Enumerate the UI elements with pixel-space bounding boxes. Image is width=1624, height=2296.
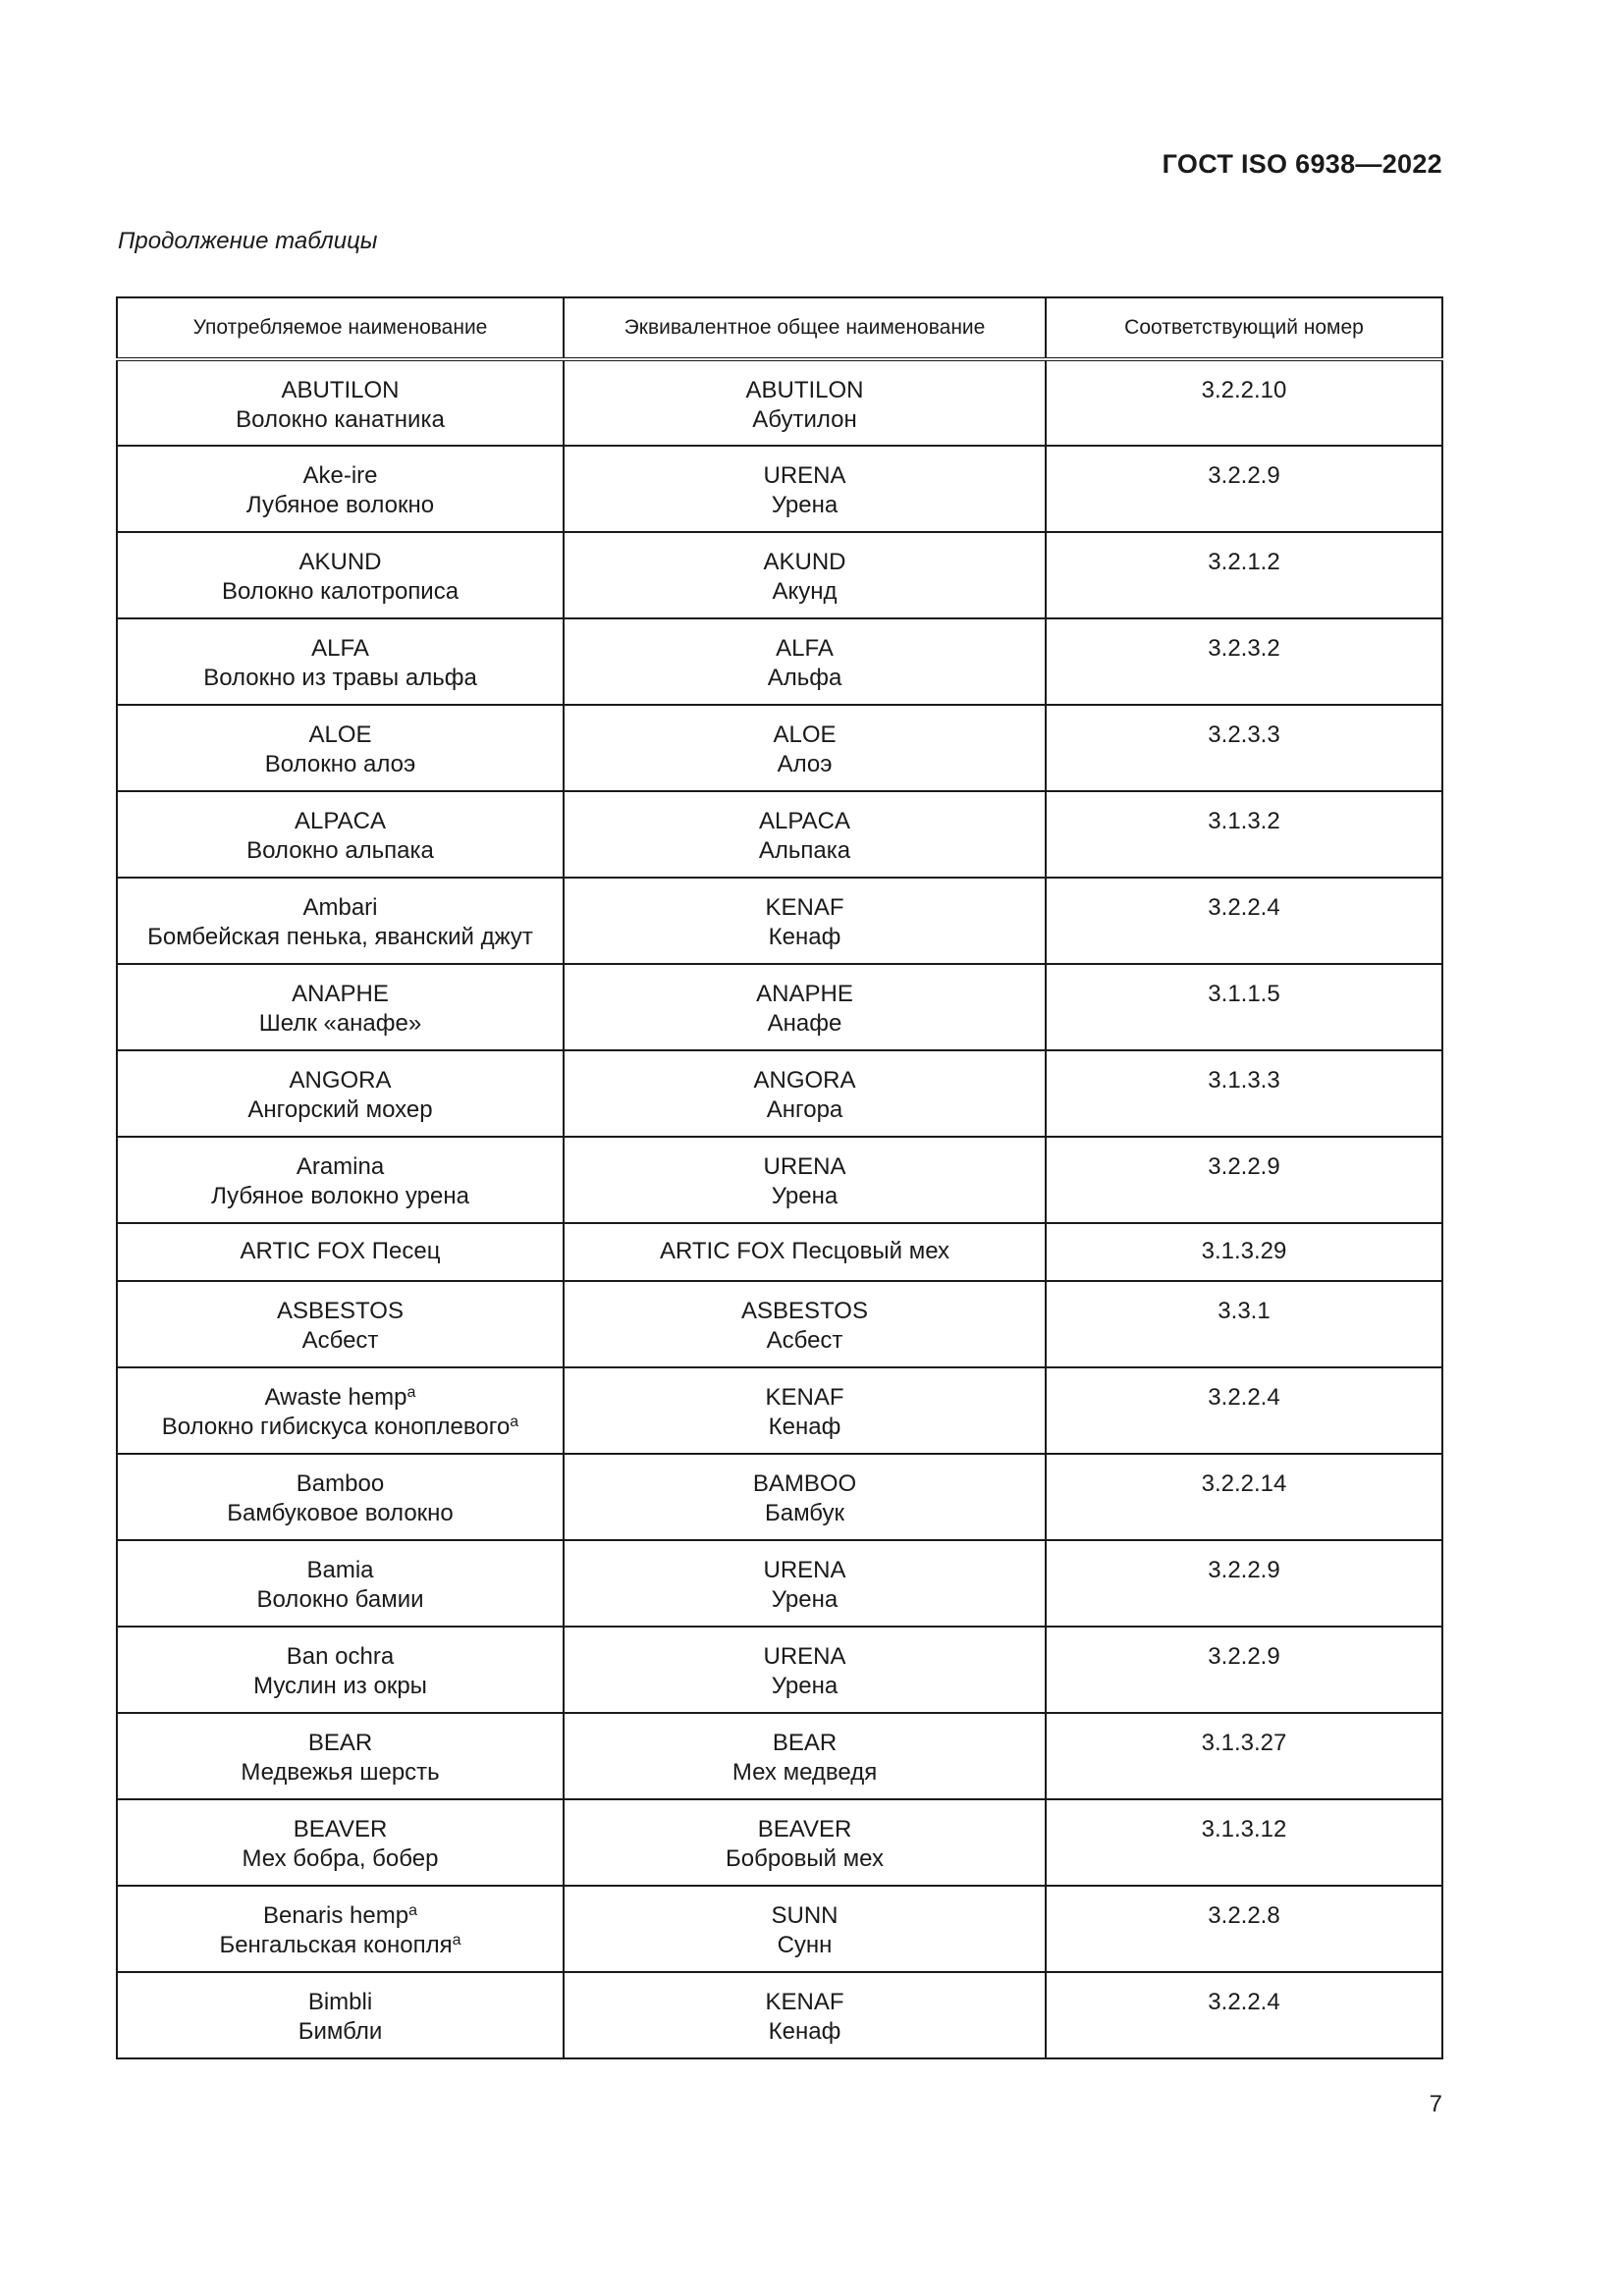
cell-equivalent-name-line [570, 1237, 1039, 1266]
cell-used-name [117, 1281, 564, 1367]
cell-equivalent-name-line [570, 1729, 1039, 1758]
table-row [117, 618, 1442, 705]
text: KENAF [765, 1384, 844, 1411]
text: Асбест [766, 1327, 843, 1354]
text: Лубяное волокно [245, 492, 435, 518]
text: Альпака [758, 837, 851, 864]
table-row [117, 1367, 1442, 1454]
cell-number [1046, 1713, 1442, 1799]
cell-number-text: 3.2.2.8 [1208, 1902, 1280, 1929]
cell-equivalent-name [564, 446, 1046, 532]
text: Ambari [302, 894, 378, 921]
text: URENA [763, 1557, 846, 1583]
cell-equivalent-name-line [570, 1556, 1039, 1585]
cell-number [1046, 1137, 1442, 1223]
column-header-equivalent-name: Эквивалентное общее наименование [564, 297, 1046, 359]
table-row [117, 1540, 1442, 1627]
cell-number [1046, 1281, 1442, 1367]
cell-number [1046, 1454, 1442, 1540]
text: Bamboo [296, 1470, 385, 1497]
cell-equivalent-name-line [570, 1901, 1039, 1931]
page-number: 7 [1429, 2091, 1442, 2117]
text: BEAR [772, 1730, 838, 1756]
cell-number-text: 3.2.2.14 [1201, 1470, 1287, 1497]
cell-equivalent-name-line [570, 923, 1039, 952]
text: Ake-ire [302, 462, 378, 489]
text: Бамбук [764, 1500, 845, 1526]
cell-used-name-line [124, 1642, 557, 1672]
cell-used-name-line [124, 577, 557, 607]
cell-used-name [117, 791, 564, 878]
cell-number-text: 3.1.3.29 [1201, 1238, 1287, 1264]
text: BEAVER [293, 1816, 388, 1842]
text: Волокно алоэ [264, 751, 416, 777]
cell-used-name-line [124, 1988, 557, 2017]
cell-used-name [117, 1137, 564, 1223]
text: Мех бобра, бобер [242, 1845, 439, 1872]
cell-number-text: 3.2.2.4 [1208, 1989, 1280, 2015]
cell-number-text: 3.2.2.9 [1208, 462, 1280, 489]
text: Урена [771, 1183, 839, 1209]
text: Лубяное волокно урена [211, 1183, 469, 1209]
cell-used-name-line [124, 750, 557, 779]
text: Урена [771, 1673, 839, 1699]
text: ANAPHE [292, 981, 389, 1007]
cell-equivalent-name [564, 1050, 1046, 1137]
footnote-marker: a [510, 1414, 519, 1430]
table-row [117, 1454, 1442, 1540]
text: ALFA [311, 635, 369, 662]
cell-equivalent-name [564, 1137, 1046, 1223]
cell-equivalent-name-line [570, 750, 1039, 779]
text: BAMBOO [752, 1470, 857, 1497]
text: ASBESTOS [741, 1298, 868, 1324]
text: Бимбли [298, 2018, 383, 2045]
text: Сунн [777, 1932, 833, 1958]
table-continuation-caption: Продолжение таблицы [118, 228, 378, 254]
text: Медвежья шерсть [241, 1759, 440, 1786]
cell-equivalent-name-line [570, 1095, 1039, 1125]
text: Асбест [301, 1327, 379, 1354]
cell-used-name-line [124, 1556, 557, 1585]
table-row [117, 1972, 1442, 2058]
cell-equivalent-name [564, 1454, 1046, 1540]
cell-equivalent-name-line [570, 1672, 1039, 1701]
text: Волокно гибискуса коноплевого [161, 1414, 511, 1440]
cell-number-text: 3.2.2.9 [1208, 1643, 1280, 1670]
cell-equivalent-name-line [570, 634, 1039, 664]
cell-equivalent-name-line [570, 1413, 1039, 1442]
cell-number-text: 3.2.3.3 [1208, 721, 1280, 748]
cell-equivalent-name-line [570, 980, 1039, 1009]
text: Алоэ [777, 751, 833, 777]
cell-equivalent-name-line [570, 491, 1039, 520]
cell-equivalent-name-line [570, 1297, 1039, 1326]
text: Бомбейская пенька, яванский джут [147, 924, 533, 950]
cell-equivalent-name-line [570, 1383, 1039, 1413]
table-row [117, 1627, 1442, 1713]
cell-used-name-line [124, 1844, 557, 1874]
text: ALPACA [759, 808, 850, 834]
text: Ban ochra [286, 1643, 395, 1670]
text: KENAF [765, 894, 844, 921]
cell-number [1046, 964, 1442, 1050]
cell-used-name-line [124, 1413, 557, 1442]
cell-number [1046, 446, 1442, 532]
table-row [117, 878, 1442, 964]
cell-used-name-line [124, 807, 557, 836]
cell-number [1046, 1799, 1442, 1886]
text: ALFA [776, 635, 834, 662]
cell-number-text: 3.1.3.27 [1201, 1730, 1287, 1756]
cell-used-name [117, 446, 564, 532]
cell-equivalent-name-line [570, 1066, 1039, 1095]
footnote-marker: a [408, 1902, 417, 1919]
text: ANGORA [753, 1067, 856, 1094]
text: ALPACA [295, 808, 386, 834]
text: Абутилон [752, 406, 857, 433]
cell-number [1046, 878, 1442, 964]
table-row [117, 1281, 1442, 1367]
table-row [117, 1137, 1442, 1223]
cell-number [1046, 618, 1442, 705]
text: ARTIC FOX Песцовый мех [659, 1238, 950, 1264]
cell-number-text: 3.1.3.2 [1208, 808, 1280, 834]
cell-used-name [117, 964, 564, 1050]
cell-equivalent-name-line [570, 376, 1039, 405]
table-row [117, 705, 1442, 791]
table-row [117, 1050, 1442, 1137]
cell-used-name [117, 1223, 564, 1281]
cell-equivalent-name-line [570, 1844, 1039, 1874]
text: KENAF [765, 1989, 844, 2015]
text: Бамбуковое волокно [227, 1500, 454, 1526]
cell-equivalent-name [564, 878, 1046, 964]
cell-equivalent-name-line [570, 1931, 1039, 1960]
cell-number [1046, 705, 1442, 791]
text: BEAVER [757, 1816, 852, 1842]
cell-equivalent-name-line [570, 1326, 1039, 1356]
cell-used-name-line [124, 1585, 557, 1615]
cell-used-name-line [124, 1297, 557, 1326]
cell-used-name-line [124, 1066, 557, 1095]
cell-used-name-line [124, 634, 557, 664]
cell-equivalent-name-line [570, 1815, 1039, 1844]
cell-used-name-line [124, 1931, 557, 1960]
cell-equivalent-name-line [570, 807, 1039, 836]
fiber-names-table-wrapper [116, 296, 1441, 2059]
cell-number-text: 3.2.2.9 [1208, 1557, 1280, 1583]
document-code: ГОСТ ISO 6938—2022 [1162, 149, 1442, 179]
table-header-row [117, 297, 1442, 359]
cell-equivalent-name [564, 532, 1046, 618]
table-body [117, 359, 1442, 2058]
cell-used-name-line [124, 461, 557, 491]
cell-number-text: 3.2.2.10 [1201, 377, 1287, 403]
text: Кенаф [768, 1414, 841, 1440]
cell-equivalent-name [564, 1627, 1046, 1713]
cell-equivalent-name-line [570, 2017, 1039, 2047]
cell-used-name [117, 878, 564, 964]
cell-equivalent-name [564, 791, 1046, 878]
cell-equivalent-name [564, 1223, 1046, 1281]
cell-equivalent-name-line [570, 548, 1039, 577]
cell-number-text: 3.2.2.9 [1208, 1153, 1280, 1180]
cell-equivalent-name [564, 1713, 1046, 1799]
cell-used-name-line [124, 893, 557, 923]
cell-used-name-line [124, 1729, 557, 1758]
cell-used-name-line [124, 664, 557, 693]
cell-used-name [117, 705, 564, 791]
cell-number [1046, 1223, 1442, 1281]
text: Волокно альпака [246, 837, 434, 864]
cell-equivalent-name-line [570, 1758, 1039, 1788]
cell-number-text: 3.1.3.12 [1201, 1816, 1287, 1842]
text: Урена [771, 492, 839, 518]
cell-equivalent-name-line [570, 461, 1039, 491]
text: ANGORA [289, 1067, 392, 1094]
cell-used-name [117, 1367, 564, 1454]
cell-used-name [117, 1454, 564, 1540]
text: Волокно из травы альфа [203, 665, 477, 691]
table-row [117, 1799, 1442, 1886]
cell-number [1046, 532, 1442, 618]
cell-equivalent-name [564, 1367, 1046, 1454]
text: Анафе [767, 1010, 842, 1037]
cell-used-name-line [124, 1901, 557, 1931]
table-row [117, 1223, 1442, 1281]
text: Альфа [767, 665, 842, 691]
text: Benaris hemp [263, 1902, 409, 1929]
text: ABUTILON [745, 377, 864, 403]
cell-equivalent-name-line [570, 1469, 1039, 1499]
cell-used-name-line [124, 1326, 557, 1356]
cell-used-name-line [124, 1182, 557, 1211]
cell-used-name-line [124, 376, 557, 405]
cell-used-name [117, 1627, 564, 1713]
cell-equivalent-name-line [570, 1642, 1039, 1672]
cell-used-name [117, 359, 564, 446]
cell-equivalent-name-line [570, 1009, 1039, 1039]
cell-used-name-line [124, 1758, 557, 1788]
table-row [117, 791, 1442, 878]
fiber-names-table [116, 296, 1443, 2059]
column-header-number: Соответствующий номер [1046, 297, 1442, 359]
text: Bimbli [307, 1989, 373, 2015]
cell-number-text: 3.1.1.5 [1208, 981, 1280, 1007]
cell-used-name-line [124, 491, 557, 520]
cell-equivalent-name-line [570, 721, 1039, 750]
footnote-marker: a [452, 1932, 461, 1949]
text: Awaste hemp [264, 1384, 407, 1411]
text: Кенаф [768, 924, 841, 950]
text: Бобровый мех [726, 1845, 884, 1872]
cell-number [1046, 791, 1442, 878]
cell-number-text: 3.2.2.4 [1208, 1384, 1280, 1411]
cell-equivalent-name [564, 705, 1046, 791]
cell-number [1046, 1627, 1442, 1713]
cell-equivalent-name [564, 1886, 1046, 1972]
cell-used-name [117, 532, 564, 618]
cell-used-name-line [124, 1237, 557, 1266]
text: Акунд [772, 578, 838, 605]
cell-used-name [117, 1886, 564, 1972]
cell-used-name-line [124, 405, 557, 435]
cell-used-name-line [124, 1152, 557, 1182]
cell-equivalent-name [564, 1972, 1046, 2058]
cell-number [1046, 1540, 1442, 1627]
cell-used-name-line [124, 721, 557, 750]
cell-used-name-line [124, 1672, 557, 1701]
text: ALOE [308, 721, 372, 748]
cell-used-name [117, 1799, 564, 1886]
cell-number [1046, 1050, 1442, 1137]
cell-number-text: 3.1.3.3 [1208, 1067, 1280, 1094]
cell-number [1046, 1886, 1442, 1972]
footnote-marker: a [406, 1384, 416, 1401]
text: Волокно калотрописа [221, 578, 460, 605]
cell-used-name-line [124, 923, 557, 952]
text: AKUND [298, 549, 382, 575]
cell-used-name-line [124, 980, 557, 1009]
cell-equivalent-name-line [570, 1988, 1039, 2017]
text: Bamia [306, 1557, 374, 1583]
text: Урена [771, 1586, 839, 1613]
cell-equivalent-name-line [570, 893, 1039, 923]
table-row [117, 446, 1442, 532]
cell-used-name [117, 1050, 564, 1137]
column-header-used-name: Употребляемое наименование [117, 297, 564, 359]
cell-number-text: 3.2.3.2 [1208, 635, 1280, 662]
cell-number [1046, 359, 1442, 446]
text: ASBESTOS [277, 1298, 404, 1324]
cell-equivalent-name-line [570, 836, 1039, 866]
cell-number [1046, 1367, 1442, 1454]
cell-number-text: 3.2.1.2 [1208, 549, 1280, 575]
text: URENA [763, 1153, 846, 1180]
cell-number-text: 3.3.1 [1218, 1298, 1271, 1324]
text: ABUTILON [281, 377, 400, 403]
cell-equivalent-name [564, 618, 1046, 705]
cell-used-name-line [124, 1469, 557, 1499]
cell-equivalent-name-line [570, 1499, 1039, 1528]
text: Ангорский мохер [247, 1096, 433, 1123]
cell-equivalent-name [564, 964, 1046, 1050]
text: Волокно бамии [256, 1586, 424, 1613]
cell-equivalent-name [564, 1540, 1046, 1627]
text: Aramina [296, 1153, 385, 1180]
cell-used-name-line [124, 836, 557, 866]
table-row [117, 964, 1442, 1050]
text: AKUND [763, 549, 846, 575]
cell-used-name [117, 1540, 564, 1627]
text: ANAPHE [756, 981, 853, 1007]
cell-used-name-line [124, 1499, 557, 1528]
cell-used-name-line [124, 548, 557, 577]
text: Шелк «анафе» [258, 1010, 422, 1037]
cell-used-name-line [124, 1383, 557, 1413]
cell-used-name [117, 1713, 564, 1799]
cell-used-name-line [124, 2017, 557, 2047]
cell-equivalent-name [564, 1281, 1046, 1367]
cell-equivalent-name-line [570, 405, 1039, 435]
table-row [117, 1713, 1442, 1799]
cell-used-name-line [124, 1009, 557, 1039]
text: Мех медведя [731, 1759, 878, 1786]
cell-equivalent-name-line [570, 664, 1039, 693]
text: Кенаф [768, 2018, 841, 2045]
text: Волокно канатника [236, 406, 445, 433]
cell-equivalent-name-line [570, 1182, 1039, 1211]
text: Бенгальская конопля [219, 1932, 453, 1958]
table-row [117, 359, 1442, 446]
cell-equivalent-name-line [570, 577, 1039, 607]
cell-used-name-line [124, 1815, 557, 1844]
text: ARTIC FOX Песец [240, 1238, 441, 1264]
text: Муслин из окры [253, 1673, 427, 1699]
cell-equivalent-name [564, 359, 1046, 446]
table-row [117, 1886, 1442, 1972]
table-row [117, 532, 1442, 618]
cell-equivalent-name-line [570, 1585, 1039, 1615]
cell-used-name [117, 618, 564, 705]
text: ALOE [773, 721, 837, 748]
cell-number-text: 3.2.2.4 [1208, 894, 1280, 921]
cell-used-name [117, 1972, 564, 2058]
cell-used-name-line [124, 1095, 557, 1125]
text: URENA [763, 1643, 846, 1670]
text: Ангора [766, 1096, 843, 1123]
text: URENA [763, 462, 846, 489]
cell-equivalent-name [564, 1799, 1046, 1886]
text: SUNN [771, 1902, 839, 1929]
text: BEAR [307, 1730, 373, 1756]
cell-number [1046, 1972, 1442, 2058]
cell-equivalent-name-line [570, 1152, 1039, 1182]
